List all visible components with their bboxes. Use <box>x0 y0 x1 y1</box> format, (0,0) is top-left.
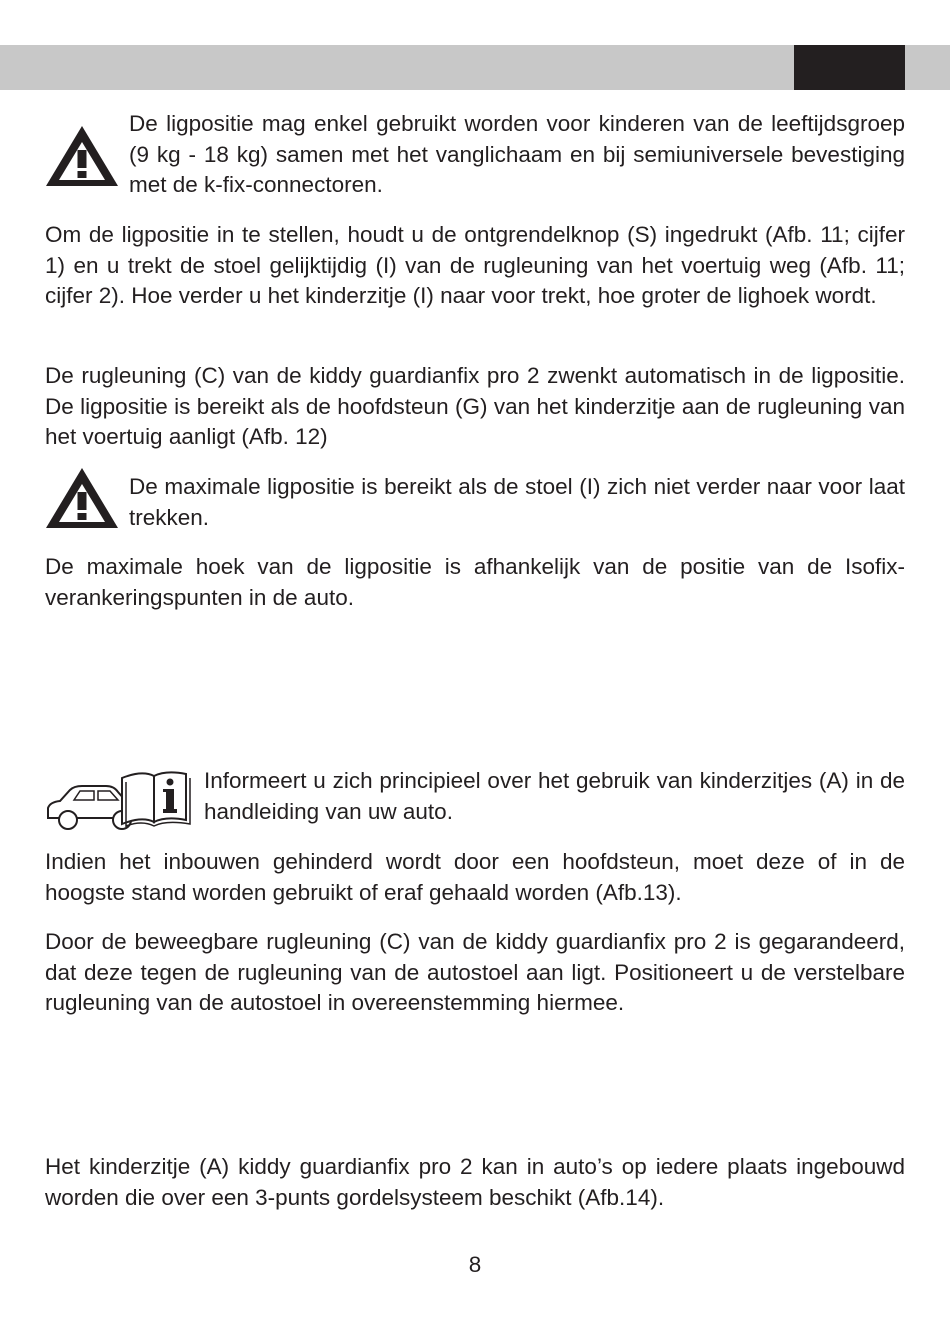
warning-text-reclining-usage: De ligpositie mag enkel gebruikt worden voor kinderen van de leeftijdsgroep (9 kg - 18 kg) samen met het vanglichaam en bij semiuniversele bevestiging met de k-fix-connectoren. <box>129 111 905 197</box>
page-number: 8 <box>468 1252 482 1277</box>
info-text-car-manual: Informeert u zich principieel over het gebruik van kinderzitjes (A) in de handleiding van uw auto. <box>204 768 905 824</box>
warning-triangle-icon <box>44 124 120 188</box>
car-manual-info-icon <box>44 768 192 838</box>
paragraph-adjust-recline: Om de ligpositie in te stellen, houdt u de ontgrendelknop (S) ingedrukt (Afb. 11; cijfer 1) en u trekt de stoel gelijktijdig (I) van de rugleuning van het voertuig weg (Afb. 11; cijfer 2). Hoe verder u het kinderzitje (I) naar voor trekt, hoe groter de lighoek wordt. <box>45 222 905 308</box>
paragraph-3point-belt: Het kinderzitje (A) kiddy guardianfix pro 2 kan in auto’s op iedere plaats ingebouwd worden die over een 3-punts gordelsysteem beschikt (Afb.14). <box>45 1154 905 1210</box>
paragraph-backrest-swivel: De rugleuning (C) van de kiddy guardianfix pro 2 zwenkt automatisch in de ligpositie. De ligpositie is bereikt als de hoofdsteun (G) van het kinderzitje aan de rugleuning van het voertuig aanligt (Afb. 12) <box>45 363 905 449</box>
paragraph-movable-backrest: Door de beweegbare rugleuning (C) van de kiddy guardianfix pro 2 is gegarandeerd, dat deze tegen de rugleuning van de autostoel aan ligt. Positioneert u de verstelbare rugleuning van de autostoel in overeenstemming hiermee. <box>45 929 905 1015</box>
warning-triangle-icon <box>44 466 120 530</box>
warning-text-max-recline: De maximale ligpositie is bereikt als de stoel (I) zich niet verder naar voor laat trekken. <box>129 474 905 530</box>
paragraph-max-angle: De maximale hoek van de ligpositie is afhankelijk van de positie van de Isofix-verankeringspunten in de auto. <box>45 554 905 610</box>
paragraph-headrest: Indien het inbouwen gehinderd wordt door een hoofdsteun, moet deze of in de hoogste stand worden gebruikt of eraf gehaald worden (Afb.13). <box>45 849 905 905</box>
header-accent-block <box>794 45 905 90</box>
